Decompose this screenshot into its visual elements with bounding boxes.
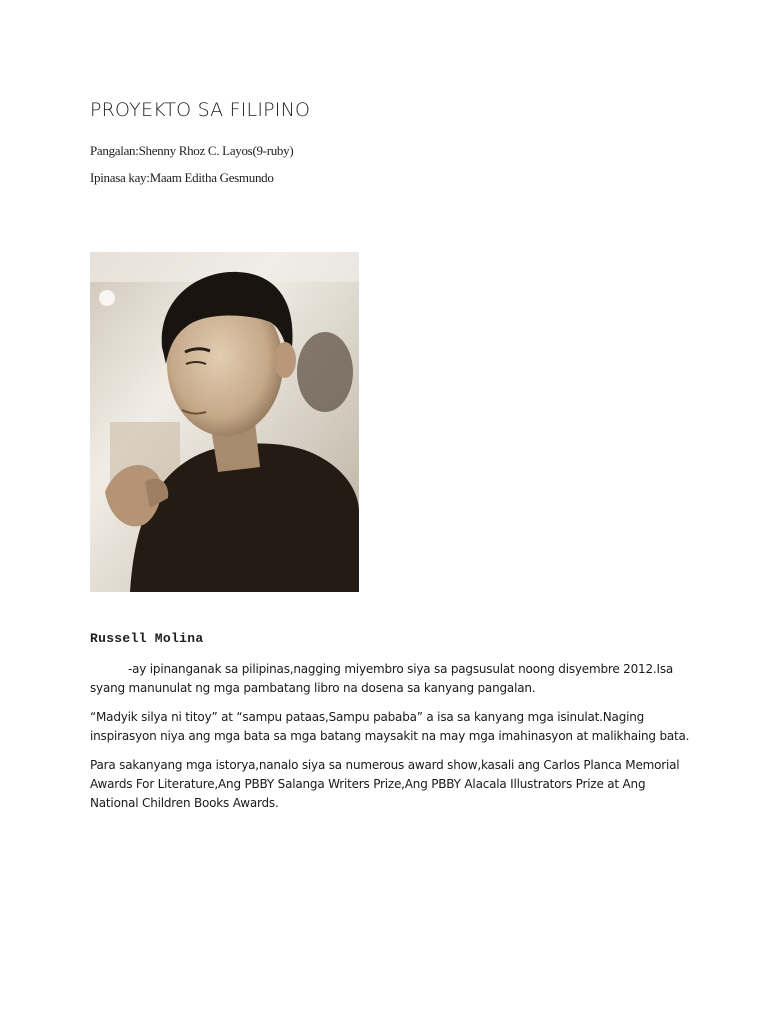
student-name-line: Pangalan:Shenny Rhoz C. Layos(9-ruby) <box>90 143 294 158</box>
paragraph-works: “Madyik silya ni titoy” at “sampu pataas,Sampu pababa” a isa sa kanyang mga isinulat.Naging inspirasyon niya ang mga bata sa mga batang maysakit na may mga imahinasyon at malikhaing bata. <box>90 710 690 743</box>
subject-name: Russell Molina <box>90 631 204 646</box>
paragraph-awards: Para sakanyang mga istorya,nanalo siya sa numerous award show,kasali ang Carlos Planca Memorial Awards For Literature,Ang PBBY Salanga Writers Prize,Ang PBBY Alacala Illustrators Prize at Ang National Children Books Awards. <box>90 758 680 810</box>
submitted-to-line: Ipinasa kay:Maam Editha Gesmundo <box>90 170 274 185</box>
document-title: PROYEKTO SA FILIPINO <box>90 99 311 121</box>
paragraph-biography: -ay ipinanganak sa pilipinas,nagging miyembro siya sa pagsusulat noong disyembre 2012.Isa syang manunulat ng mga pambatang libro na dosena sa kanyang pangalan. <box>90 662 674 695</box>
portrait-photo <box>90 252 359 592</box>
